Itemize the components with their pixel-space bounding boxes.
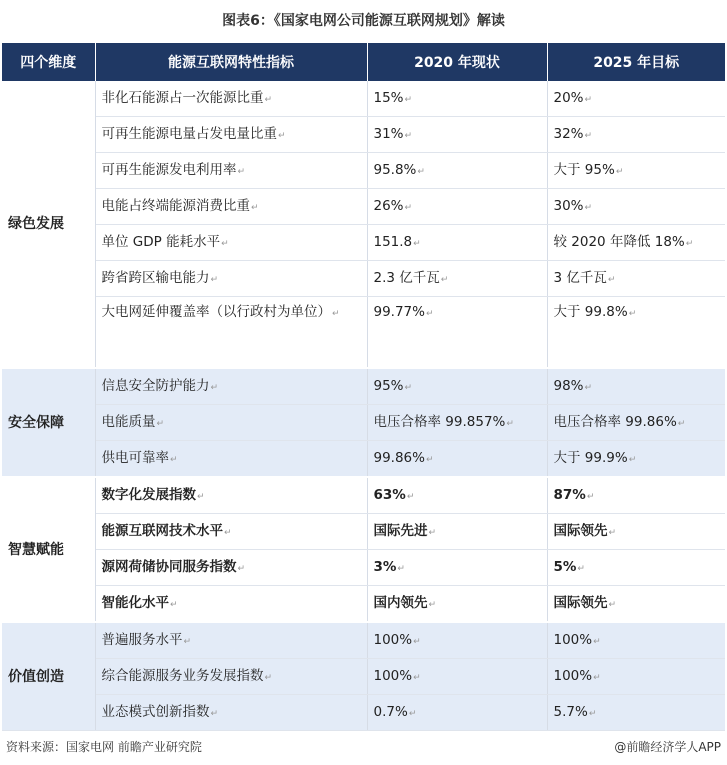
header-row [2, 43, 725, 81]
current-cell: 95%↵ [367, 368, 547, 405]
target-cell: 100%↵ [547, 659, 725, 695]
source-note: 资料来源：国家电网 前瞻产业研究院 [6, 740, 202, 754]
table-row [2, 477, 725, 514]
target-cell: 30%↵ [547, 189, 725, 225]
indicator-cell: 供电可靠率↵ [95, 441, 367, 478]
indicator-cell: 跨省跨区输电能力↵ [95, 261, 367, 297]
current-cell: 2.3 亿千瓦↵ [367, 261, 547, 297]
indicator-cell: 智能化水平↵ [95, 586, 367, 623]
table-row [2, 659, 725, 695]
indicator-cell: 源网荷储协同服务指数↵ [95, 550, 367, 586]
table-row [2, 153, 725, 189]
indicator-cell: 单位 GDP 能耗水平↵ [95, 225, 367, 261]
indicator-cell: 电能占终端能源消费比重↵ [95, 189, 367, 225]
indicator-cell: 业态模式创新指数↵ [95, 695, 367, 731]
current-cell: 100%↵ [367, 659, 547, 695]
indicator-cell: 非化石能源占一次能源比重↵ [95, 81, 367, 117]
current-cell: 151.8↵ [367, 225, 547, 261]
table-row [2, 405, 725, 441]
current-cell: 100%↵ [367, 622, 547, 659]
table-row [2, 622, 725, 659]
indicator-cell: 电能质量↵ [95, 405, 367, 441]
table-row [2, 514, 725, 550]
indicator-cell: 信息安全防护能力↵ [95, 368, 367, 405]
target-cell: 大于 99.9%↵ [547, 441, 725, 478]
energy-internet-table [2, 43, 725, 731]
current-cell: 95.8%↵ [367, 153, 547, 189]
header-indicator: 能源互联网特性指标 [95, 43, 367, 81]
target-cell: 100%↵ [547, 622, 725, 659]
header-2020-status: 2020 年现状 [367, 43, 547, 81]
indicator-cell: 可再生能源电量占发电量比重↵ [95, 117, 367, 153]
target-cell: 98%↵ [547, 368, 725, 405]
target-cell: 大于 99.8%↵ [547, 297, 725, 369]
current-cell: 15%↵ [367, 81, 547, 117]
current-cell: 31%↵ [367, 117, 547, 153]
indicator-cell: 普遍服务水平↵ [95, 622, 367, 659]
table-row [2, 81, 725, 117]
indicator-cell: 可再生能源发电利用率↵ [95, 153, 367, 189]
target-cell: 87%↵ [547, 477, 725, 514]
dimension-cell: 安全保障 [2, 368, 95, 477]
dimension-cell: 智慧赋能 [2, 477, 95, 622]
brand-credit: @前瞻经济学人APP [614, 740, 721, 754]
table-row [2, 586, 725, 623]
table-row [2, 117, 725, 153]
table-row [2, 225, 725, 261]
target-cell: 国际领先↵ [547, 586, 725, 623]
current-cell: 3%↵ [367, 550, 547, 586]
target-cell: 电压合格率 99.86%↵ [547, 405, 725, 441]
table-row [2, 441, 725, 478]
target-cell: 5%↵ [547, 550, 725, 586]
indicator-cell: 数字化发展指数↵ [95, 477, 367, 514]
target-cell: 3 亿千瓦↵ [547, 261, 725, 297]
current-cell: 99.77%↵ [367, 297, 547, 369]
target-cell: 大于 95%↵ [547, 153, 725, 189]
current-cell: 电压合格率 99.857%↵ [367, 405, 547, 441]
table-row [2, 261, 725, 297]
target-cell: 5.7%↵ [547, 695, 725, 731]
target-cell: 20%↵ [547, 81, 725, 117]
chart-title: 图表6：《国家电网公司能源互联网规划》解读 [222, 13, 505, 29]
table-row [2, 189, 725, 225]
current-cell: 99.86%↵ [367, 441, 547, 478]
current-cell: 国内领先↵ [367, 586, 547, 623]
table-row [2, 368, 725, 405]
indicator-cell: 大电网延伸覆盖率（以行政村为单位）↵ [95, 297, 367, 369]
table-row [2, 695, 725, 731]
header-2025-target: 2025 年目标 [547, 43, 725, 81]
table-row [2, 550, 725, 586]
target-cell: 国际领先↵ [547, 514, 725, 550]
header-dimension: 四个维度 [2, 43, 95, 81]
current-cell: 63%↵ [367, 477, 547, 514]
dimension-cell: 价值创造 [2, 622, 95, 731]
current-cell: 0.7%↵ [367, 695, 547, 731]
indicator-cell: 综合能源服务业务发展指数↵ [95, 659, 367, 695]
table-row [2, 297, 725, 369]
target-cell: 32%↵ [547, 117, 725, 153]
current-cell: 国际先进↵ [367, 514, 547, 550]
target-cell: 较 2020 年降低 18%↵ [547, 225, 725, 261]
indicator-cell: 能源互联网技术水平↵ [95, 514, 367, 550]
dimension-cell: 绿色发展 [2, 81, 95, 368]
current-cell: 26%↵ [367, 189, 547, 225]
